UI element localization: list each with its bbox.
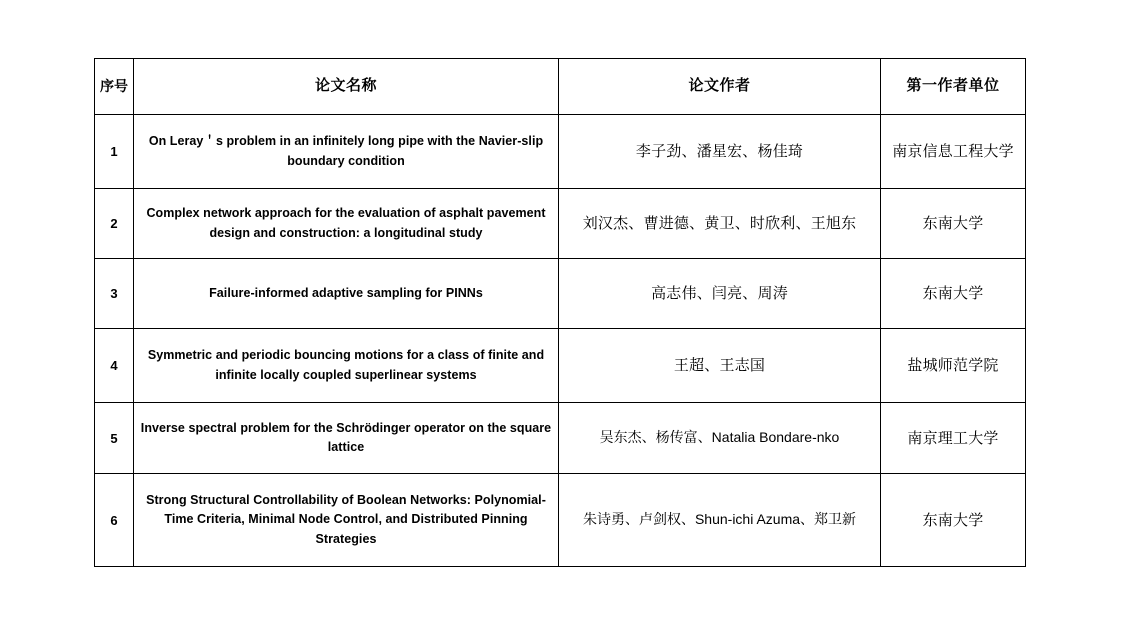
row-paper-authors: 刘汉杰、曹进德、黄卫、时欣利、王旭东 <box>559 189 881 259</box>
row-first-author-affiliation: 盐城师范学院 <box>881 329 1026 403</box>
table-row <box>95 189 1026 259</box>
row-sequence-number: 2 <box>95 189 134 259</box>
row-paper-authors: 王超、王志国 <box>559 329 881 403</box>
paper-list-table <box>94 58 1026 567</box>
row-paper-title: On Leray＇s problem in an infinitely long pipe with the Navier-slip boundary condition <box>134 115 559 189</box>
row-paper-title: Symmetric and periodic bouncing motions for a class of finite and infinite locally coupled superlinear systems <box>134 329 559 403</box>
column-header-author-label: 论文作者 <box>688 77 751 95</box>
row-first-author-affiliation: 南京理工大学 <box>881 403 1026 474</box>
row-paper-authors: 吴东杰、杨传富、Natalia Bondare-nko <box>559 403 881 474</box>
table-row <box>95 474 1026 567</box>
row-paper-title: Failure-informed adaptive sampling for PINNs <box>134 259 559 329</box>
row-first-author-affiliation: 东南大学 <box>881 189 1026 259</box>
table-row <box>95 329 1026 403</box>
row-paper-title: Complex network approach for the evaluation of asphalt pavement design and construction: a longitudinal study <box>134 189 559 259</box>
table-row <box>95 115 1026 189</box>
column-header-title-label: 论文名称 <box>314 77 377 95</box>
row-sequence-number: 1 <box>95 115 134 189</box>
row-paper-authors: 李子劲、潘星宏、杨佳琦 <box>559 115 881 189</box>
row-sequence-number: 4 <box>95 329 134 403</box>
table-header-row <box>95 59 1026 115</box>
table-row <box>95 259 1026 329</box>
column-header-title <box>134 59 559 115</box>
row-paper-authors: 朱诗勇、卢剑权、Shun-ichi Azuma、郑卫新 <box>559 474 881 567</box>
row-first-author-affiliation: 东南大学 <box>881 474 1026 567</box>
row-paper-authors: 高志伟、闫亮、周涛 <box>559 259 881 329</box>
table-row <box>95 403 1026 474</box>
column-header-org-label: 第一作者单位 <box>906 77 1000 95</box>
row-first-author-affiliation: 南京信息工程大学 <box>881 115 1026 189</box>
row-sequence-number: 6 <box>95 474 134 567</box>
row-paper-title: Inverse spectral problem for the Schrödinger operator on the square lattice <box>134 403 559 474</box>
row-first-author-affiliation: 东南大学 <box>881 259 1026 329</box>
row-sequence-number: 3 <box>95 259 134 329</box>
column-header-seq <box>95 59 134 115</box>
column-header-org <box>881 59 1026 115</box>
row-sequence-number: 5 <box>95 403 134 474</box>
column-header-author <box>559 59 881 115</box>
column-header-seq-label: 序号 <box>100 78 128 95</box>
row-paper-title: Strong Structural Controllability of Boolean Networks: Polynomial-Time Criteria, Minimal Node Control, and Distributed Pinning Strategies <box>134 474 559 567</box>
